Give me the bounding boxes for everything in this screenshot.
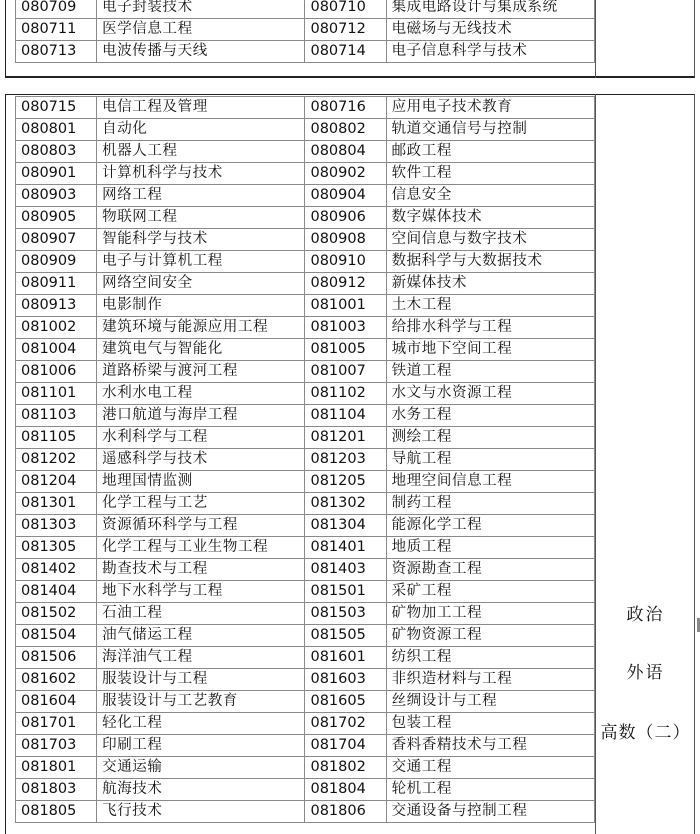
major-name: 数据科学与大数据技术 [386,251,594,273]
table-row [16,251,595,273]
major-name: 香料香精技术与工程 [386,735,594,757]
major-code: 080716 [305,97,386,119]
table-row [16,449,595,471]
major-name: 石油工程 [97,603,305,625]
major-code: 081302 [305,493,386,515]
major-table-top [15,0,595,63]
major-name: 海洋油气工程 [97,647,305,669]
major-table-main-body [16,97,595,823]
major-code: 080710 [305,0,386,19]
major-name: 非织造材料与工程 [386,669,594,691]
major-code: 080905 [16,207,97,229]
major-code: 080904 [305,185,386,207]
major-code: 081404 [16,581,97,603]
major-code: 080715 [16,97,97,119]
major-name: 地理国情监测 [97,471,305,493]
major-code: 080902 [305,163,386,185]
major-code: 081702 [305,713,386,735]
major-name: 电影制作 [97,295,305,317]
major-code: 081704 [305,735,386,757]
major-code: 080709 [16,0,97,19]
major-name: 电子与计算机工程 [97,251,305,273]
major-code: 080802 [305,119,386,141]
major-name: 港口航道与海岸工程 [97,405,305,427]
major-name: 网络空间安全 [97,273,305,295]
major-code: 081105 [16,427,97,449]
major-name: 机器人工程 [97,141,305,163]
major-code: 081004 [16,339,97,361]
major-name: 飞行技术 [97,801,305,823]
table-row [16,779,595,801]
major-name: 道路桥梁与渡河工程 [97,361,305,383]
major-name: 空间信息与数字技术 [386,229,594,251]
major-name: 建筑环境与能源应用工程 [97,317,305,339]
major-code: 081006 [16,361,97,383]
major-name: 轨道交通信号与控制 [386,119,594,141]
table-row [16,581,595,603]
major-name: 医学信息工程 [97,19,305,41]
major-name: 土木工程 [386,295,594,317]
major-name: 轻化工程 [97,713,305,735]
major-name: 服装设计与工程 [97,669,305,691]
major-code: 081101 [16,383,97,405]
major-code: 080714 [305,41,386,63]
table-row [16,361,595,383]
major-name: 资源勘查工程 [386,559,594,581]
major-name: 资源循环科学与工程 [97,515,305,537]
major-table-main [15,96,595,823]
major-name: 新媒体技术 [386,273,594,295]
major-name: 航海技术 [97,779,305,801]
table-row [16,97,595,119]
major-name: 建筑电气与智能化 [97,339,305,361]
major-code: 080901 [16,163,97,185]
major-name: 化学工程与工艺 [97,493,305,515]
major-code: 081806 [305,801,386,823]
major-name: 应用电子技术教育 [386,97,594,119]
table-row [16,229,595,251]
major-name: 制药工程 [386,493,594,515]
major-name: 服装设计与工艺教育 [97,691,305,713]
top-section-divider [595,0,596,78]
major-code: 080804 [305,141,386,163]
major-name: 采矿工程 [386,581,594,603]
major-name: 数字媒体技术 [386,207,594,229]
major-code: 081801 [16,757,97,779]
major-name: 水务工程 [386,405,594,427]
major-name: 能源化学工程 [386,515,594,537]
major-code: 080803 [16,141,97,163]
major-code: 080909 [16,251,97,273]
major-name: 化学工程与工业生物工程 [97,537,305,559]
table-row [16,119,595,141]
major-code: 080912 [305,273,386,295]
major-code: 081205 [305,471,386,493]
major-name: 铁道工程 [386,361,594,383]
major-name: 电子封装技术 [97,0,305,19]
table-row [16,273,595,295]
major-code: 081701 [16,713,97,735]
major-name: 水文与水资源工程 [386,383,594,405]
major-code: 081505 [305,625,386,647]
major-name: 包装工程 [386,713,594,735]
major-code: 081103 [16,405,97,427]
major-code: 081104 [305,405,386,427]
major-code: 081703 [16,735,97,757]
major-code: 081601 [305,647,386,669]
table-row [16,515,595,537]
major-name: 城市地下空间工程 [386,339,594,361]
major-code: 080913 [16,295,97,317]
major-name: 给排水科学与工程 [386,317,594,339]
table-row [16,295,595,317]
major-code: 081203 [305,449,386,471]
major-name: 丝绸设计与工程 [386,691,594,713]
major-name: 电信工程及管理 [97,97,305,119]
major-code: 081803 [16,779,97,801]
major-name: 地理空间信息工程 [386,471,594,493]
major-code: 081501 [305,581,386,603]
table-row [16,757,595,779]
major-name: 网络工程 [97,185,305,207]
major-code: 081202 [16,449,97,471]
major-code: 081001 [305,295,386,317]
major-code: 081602 [16,669,97,691]
major-name: 地质工程 [386,537,594,559]
major-code: 081403 [305,559,386,581]
major-code: 081303 [16,515,97,537]
table-row [16,559,595,581]
major-name: 矿物资源工程 [386,625,594,647]
major-code: 081605 [305,691,386,713]
table-row [16,603,595,625]
major-name: 自动化 [97,119,305,141]
major-name: 电磁场与无线技术 [386,19,594,41]
major-code: 081005 [305,339,386,361]
major-code: 080712 [305,19,386,41]
major-name: 物联网工程 [97,207,305,229]
major-name: 交通设备与控制工程 [386,801,594,823]
major-name: 软件工程 [386,163,594,185]
table-row [16,185,595,207]
major-code: 081506 [16,647,97,669]
table-row [16,735,595,757]
major-name: 油气储运工程 [97,625,305,647]
major-code: 080910 [305,251,386,273]
major-name: 邮政工程 [386,141,594,163]
major-name: 纺织工程 [386,647,594,669]
table-row [16,801,595,823]
major-code: 080906 [305,207,386,229]
major-code: 080711 [16,19,97,41]
major-name: 轮机工程 [386,779,594,801]
major-name: 电波传播与天线 [97,41,305,63]
major-code: 081502 [16,603,97,625]
major-code: 081503 [305,603,386,625]
major-code: 080903 [16,185,97,207]
major-code: 080911 [16,273,97,295]
major-name: 测绘工程 [386,427,594,449]
table-row [16,0,595,19]
major-code: 081402 [16,559,97,581]
exam-subject-advanced-math: 高数（二） [600,723,691,743]
major-name: 交通工程 [386,757,594,779]
major-name: 集成电路设计与集成系统 [386,0,594,19]
table-row [16,669,595,691]
major-code: 081401 [305,537,386,559]
table-row [16,339,595,361]
major-code: 081304 [305,515,386,537]
table-row [16,647,595,669]
major-name: 地下水科学与工程 [97,581,305,603]
major-code: 081504 [16,625,97,647]
major-name: 印刷工程 [97,735,305,757]
table-row [16,19,595,41]
major-name: 遥感科学与技术 [97,449,305,471]
table-row [16,691,595,713]
major-name: 导航工程 [386,449,594,471]
major-name: 水利水电工程 [97,383,305,405]
major-code: 081204 [16,471,97,493]
major-name: 矿物加工工程 [386,603,594,625]
major-name: 勘查技术与工程 [97,559,305,581]
major-code: 081604 [16,691,97,713]
table-row [16,141,595,163]
major-code: 081201 [305,427,386,449]
table-row [16,537,595,559]
major-code: 081804 [305,779,386,801]
table-row [16,713,595,735]
major-code: 080907 [16,229,97,251]
major-code: 081805 [16,801,97,823]
major-name: 智能科学与技术 [97,229,305,251]
table-row [16,427,595,449]
table-row [16,493,595,515]
major-code: 081102 [305,383,386,405]
major-name: 电子信息科学与技术 [386,41,594,63]
major-name: 水利科学与工程 [97,427,305,449]
major-code: 081802 [305,757,386,779]
table-row [16,471,595,493]
major-code: 080713 [16,41,97,63]
major-code: 080801 [16,119,97,141]
major-code: 080908 [305,229,386,251]
major-code: 081002 [16,317,97,339]
major-name: 信息安全 [386,185,594,207]
table-row [16,405,595,427]
major-code: 081301 [16,493,97,515]
major-table-top-body [16,0,595,63]
table-row [16,625,595,647]
table-row [16,163,595,185]
table-row [16,41,595,63]
exam-subject-politics: 政治 [626,605,665,625]
major-name: 计算机科学与技术 [97,163,305,185]
exam-subject-foreign-language: 外语 [626,663,665,683]
table-row [16,317,595,339]
table-row [16,383,595,405]
major-name: 交通运输 [97,757,305,779]
major-code: 081305 [16,537,97,559]
major-code: 081003 [305,317,386,339]
table-row [16,207,595,229]
major-code: 081603 [305,669,386,691]
major-code: 081007 [305,361,386,383]
